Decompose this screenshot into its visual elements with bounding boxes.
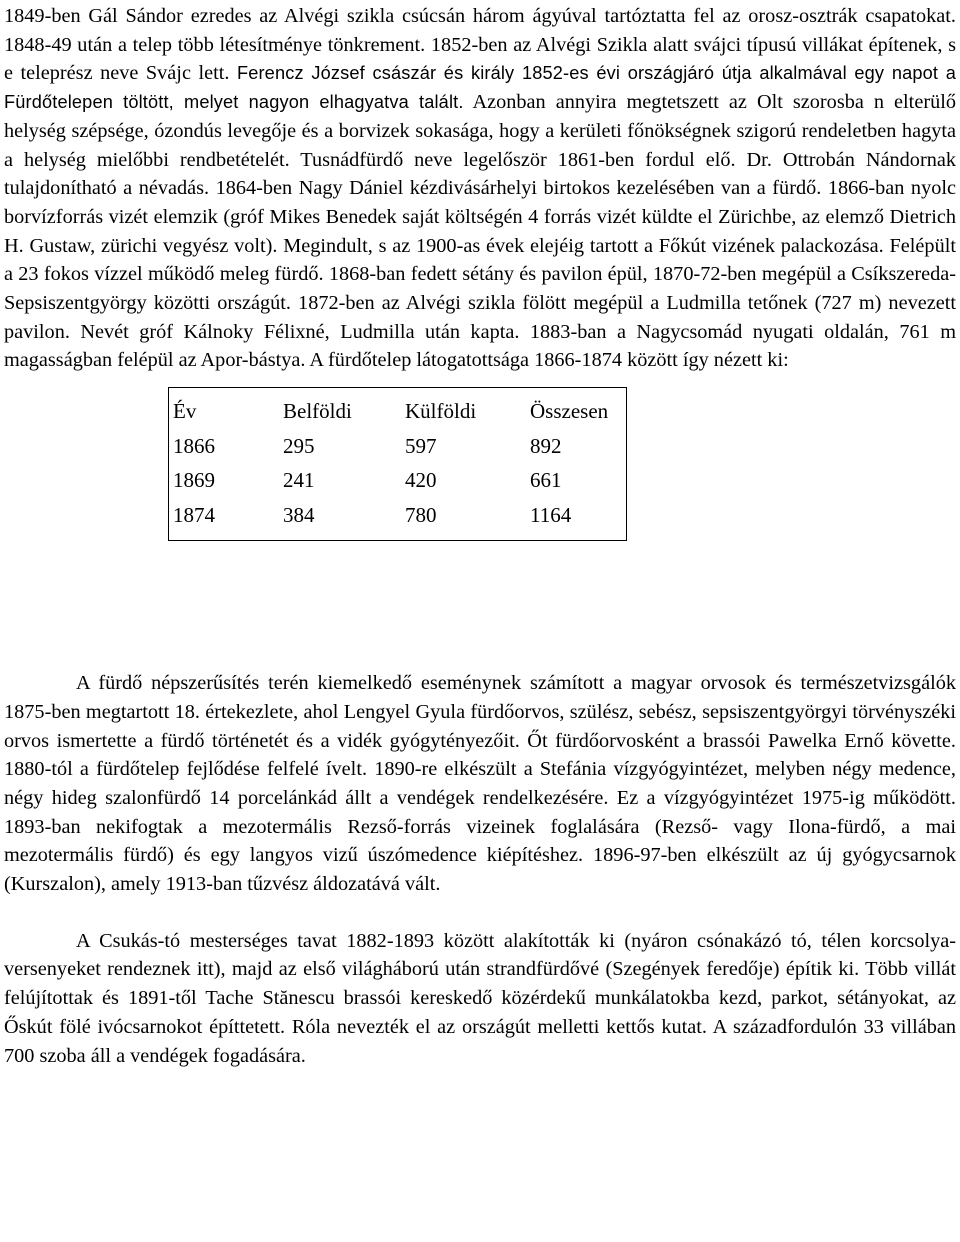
cell-total: 1164 [530, 502, 572, 527]
header-foreign: Külföldi [405, 399, 477, 424]
table-row [169, 498, 627, 541]
cell-year: 1874 [173, 502, 215, 527]
paragraph-1875-1913: A fürdő népszerűsítés terén kiemelkedő eseménynek számított a magyar orvosok és természetvizsgálók 1875-ben megtartott 18. értekezlete, ahol Lengyel Gyula fürdőorvos, szülész, sebész, sepsiszentgyörgyi törvényszéki orvos ismertette a fürdő történetét és a vidék gyógytényezőit. Őt fürdőorvosként a brassói Pawelka Ernő követte. 1880-tól a fürdőtelep fejlődése felfelé ívelt. 1890-re elkészült a Stefánia vízgyógyintézet, melyben négy medence, négy hideg szalonfürdő 14 porcelánkád állt a vendégek rendelkezésére. Ez a vízgyógyintézet 1975-ig működött. 1893-ban nekifogtak a mezotermális Rezső-forrás vizeinek foglalására (Rezső- vagy Ilona-fürdő, a mai mezotermális fürdő) és egy langyos vizű úszómedence kiépítéshez. 1896-97-ben elkészült az új gyógycsarnok (Kurszalon), amely 1913-ban tűzvész áldozatává vált. [4, 672, 956, 896]
cell-foreign: 597 [405, 433, 437, 458]
cell-year: 1869 [173, 468, 215, 493]
cell-foreign: 420 [405, 468, 437, 493]
cell-domestic: 241 [283, 468, 315, 493]
header-year: Év [173, 399, 197, 424]
cell-total: 661 [530, 468, 562, 493]
visitor-statistics-table [168, 387, 627, 541]
paragraph-1-text-rest: Azonban annyira megtetszett az Olt szorosba n elterülő helység szépsége, ózondús levegője és a borvizek sokasága, hogy a kerületi főnökségnek szigorú rendeletben hagyta a helység mielőbbi rendbetételét. Tusnádfürdő neve legelőször 1861-ben fordul elő. Dr. Ottrobán Nándornak tulajdonítható a névadás. 1864-ben Nagy Dániel kézdivásárhelyi birtokos kezelésében van a fürdő. 1866-ban nyolc borvízforrás vizét elemzik (gróf Mikes Benedek saját költségén 4 forrás vizét küldte el Zürichbe, az elemző Dietrich H. Gustaw, zürichi vegyész volt). Megindult, s az 1900-as évek elejéig tartott a Főkút vizének palackozása. Felépült a 23 fokos vízzel működő meleg fürdő. 1868-ban fedett sétány és pavilon épül, 1870-72-ben megépül a Csíkszereda-Sepsiszentgyörgy közötti országút. 1872-ben az Alvégi szikla fölött megépül a Ludmilla tetőnek (727 m) nevezett pavilon. Nevét gróf Kálnoky Félixné, Ludmilla után kapta. 1883-ban a Nagycsomád nyugati oldalán, 761 m magasságban felépül az Apor-bástya. A fürdőtelep látogatottsága 1866-1874 között így nézett ki: [4, 91, 956, 372]
paragraph-csukas-to: A Csukás-tó mesterséges tavat 1882-1893 között alakították ki (nyáron csónakázó tó, télen korcsolya-versenyeket rendeznek itt), majd az első világháború után strandfürdővé (Szegények feredője) építik ki. Több villát felújítottak és 1891-től Tache Stănescu brassói kereskedő közérdekű munkálatokba kezd, parkot, sétányokat, az Őskút fölé ivócsarnokot építtetett. Róla nevezték el az országút melletti kettős kutat. A századfordulón 33 villában 700 szoba áll a vendégek fogadására. [4, 929, 956, 1067]
table-row [169, 429, 627, 464]
paragraph-1-sans-segment: Ferencz József császár és király 1852-es évi országjáró útja alkalmával egy napot a Fürdőtelepen töltött, melyet nagyon elhagyatva talált. [4, 63, 956, 113]
cell-domestic: 295 [283, 433, 315, 458]
cell-domestic: 384 [283, 502, 315, 527]
cell-year: 1866 [173, 433, 215, 458]
cell-total: 892 [530, 433, 562, 458]
table-row [169, 463, 627, 498]
document-page [4, 0, 956, 1070]
header-total: Összesen [530, 399, 609, 424]
table-header-row [169, 388, 627, 429]
paragraph-history-1849-1883 [4, 2, 956, 375]
header-domestic: Belföldi [283, 399, 352, 424]
cell-foreign: 780 [405, 502, 437, 527]
paragraph-1-text-start: 1849-ben Gál Sándor ezredes az Alvégi szikla csúcsán három ágyúval tartóztatta fel az orosz-osztrák csapatokat. 1848-49 után a telep több létesítménye tönkrement. 1852-ben az Alvégi Szikla alatt svájci típusú villákat építenek, s e teleprész neve Svájc lett. [4, 5, 956, 85]
